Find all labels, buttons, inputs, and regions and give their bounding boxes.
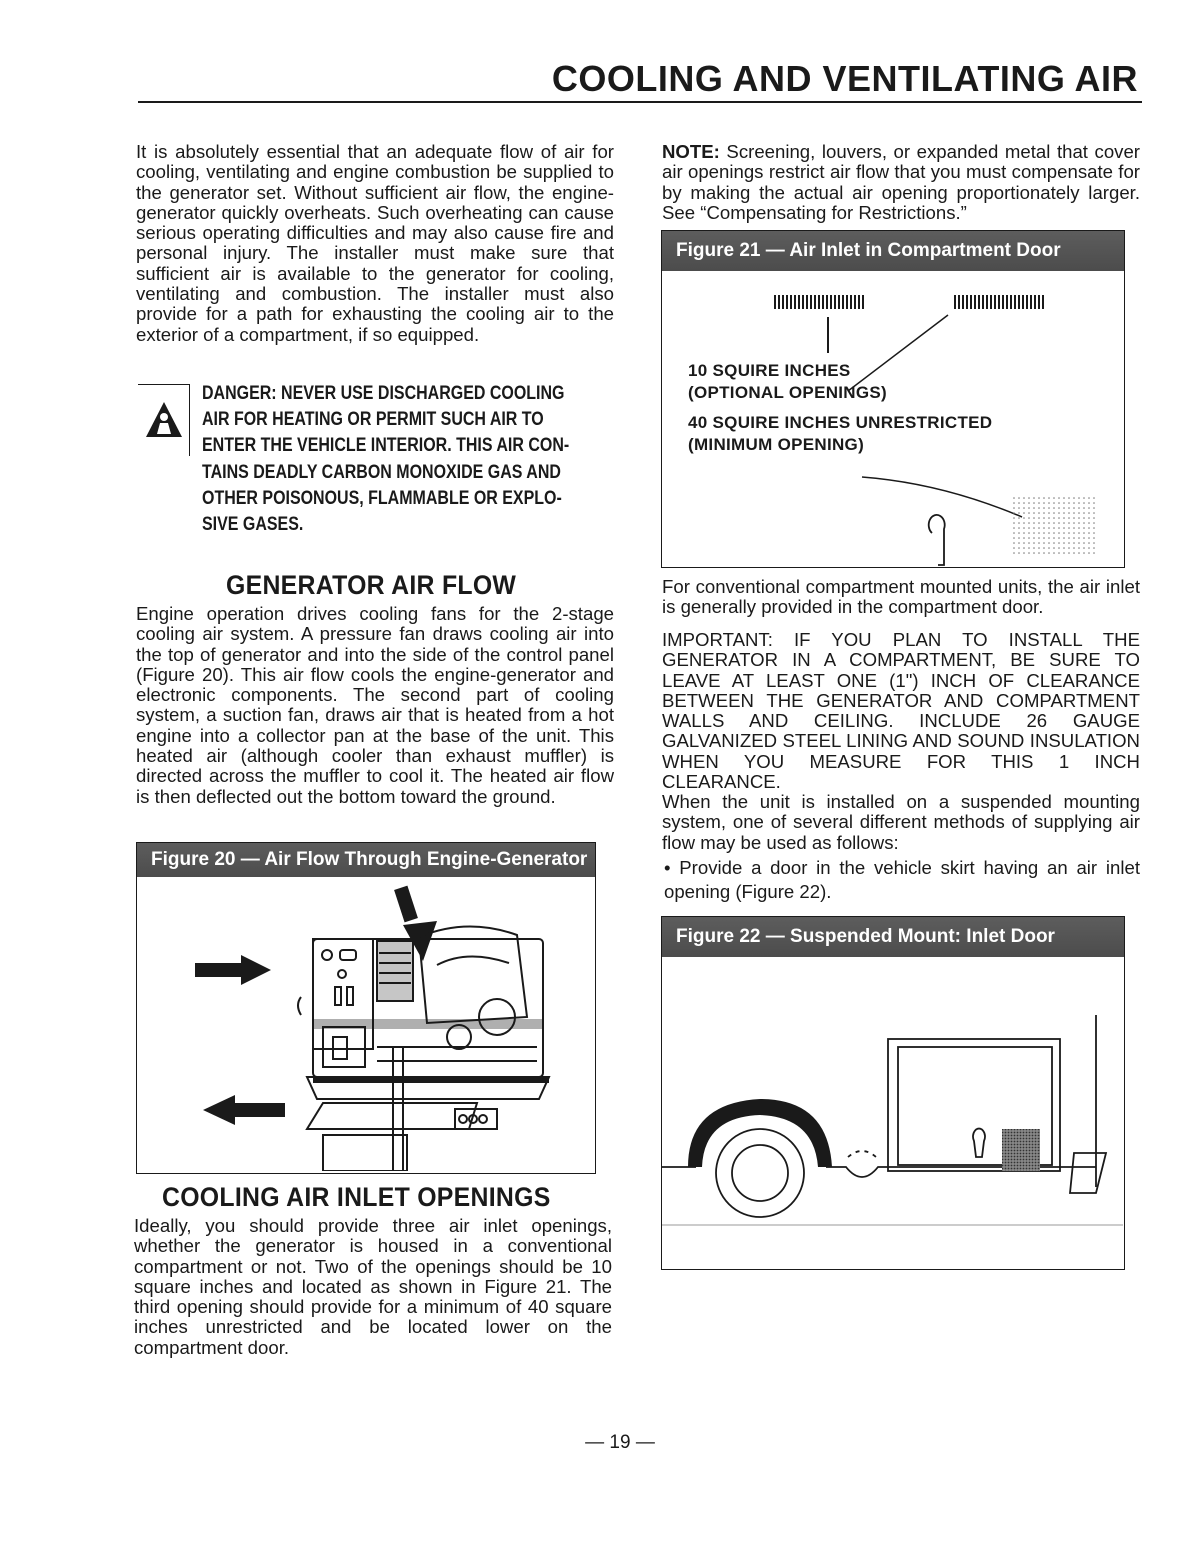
bullet-item — [664, 856, 1140, 904]
generator-air-flow-paragraph: Engine operation drives cooling fans for the 2-stage cooling air system. A pressure fan draws cooling air into the top of generator and into the side of the control panel (Figure 20). This air flow cools the engine-generator and electronic components. The second part of cooling system, a suction fan, draws air that is heated from a hot engine into a collector pan at the base of the unit. This heated air (although cooler than exhaust muffler) is directed across the muffler to cool it. The heated air flow is then deflected out the bottom toward the ground. — [136, 603, 614, 807]
figure-21 — [661, 230, 1125, 568]
danger-line: OTHER POISONOUS, FLAMMABLE OR EXPLO- — [202, 486, 562, 509]
figure-20 — [136, 842, 596, 1174]
wheel-well — [688, 1099, 832, 1167]
figure-21-label: (MINIMUM OPENING) — [688, 435, 865, 454]
conventional-paragraph: For conventional compartment mounted units, the air inlet is generally provided in the compartment door. — [662, 576, 1140, 618]
generator-air-flow-heading: GENERATOR AIR FLOW — [226, 570, 517, 600]
danger-line: SIVE GASES. — [202, 512, 304, 535]
cooling-air-inlet-heading: COOLING AIR INLET OPENINGS — [162, 1182, 551, 1212]
note-label: NOTE: — [662, 141, 720, 162]
bullet-icon: • — [664, 857, 671, 878]
page-number: — 19 — — [585, 1432, 655, 1453]
danger-warning — [202, 380, 622, 537]
air-inlet-arrow-icon — [195, 955, 271, 985]
warning-triangle-icon — [144, 400, 184, 440]
bullet-text: Provide a door in the vehicle skirt having an air inlet opening (Figure 22). — [664, 857, 1140, 902]
danger-line: AIR FOR HEATING OR PERMIT SUCH AIR TO — [202, 408, 544, 431]
note-paragraph — [662, 142, 1140, 223]
note-text: Screening, louvers, or expanded metal that cover air openings restrict air flow that you must compensate for by making the actual air opening proportionately larger. See “Compensating for Restrictions.” — [662, 141, 1140, 223]
intro-paragraph: It is absolutely essential that an adequate flow of air for cooling, ventilating and engine combustion be supplied to the generator set. Without sufficient air flow, the engine-generator quickly overheats. Such overheating can cause serious operating difficulties and may also cause fire and personal injury. The installer must make sure that sufficient air is available to the generator for cooling, ventilating and combustion. The installer must also provide for a path for exhausting the cooling air to the exterior of a compartment, if so equipped. — [136, 141, 614, 345]
figure-22 — [661, 916, 1125, 1270]
figure-21-caption: Figure 21 — Air Inlet in Compartment Door — [662, 231, 1124, 271]
important-paragraph: IMPORTANT: IF YOU PLAN TO INSTALL THE GENERATOR IN A COMPARTMENT, BE SURE TO LEAVE AT LEAST ONE (1") INCH OF CLEARANCE BETWEEN THE GENERATOR AND COMPARTMENT WALLS AND CEILING. INCLUDE 26 GAUGE GALVANIZED STEEL LINING AND SOUND INSULATION WHEN YOU MEASURE FOR THIS 1 INCH CLEARANCE. — [662, 629, 1140, 793]
air-outlet-arrow-icon — [203, 1095, 285, 1125]
danger-line: TAINS DEADLY CARBON MONOXIDE GAS AND — [202, 460, 561, 483]
cooling-air-inlet-paragraph: Ideally, you should provide three air inlet openings, whether the generator is housed in a conventional compartment or not. Two of the openings should be 10 square inches and located as shown in Figure 21. The third opening should provide for a minimum of 40 square inches unrestricted and be located lower on the compartment door. — [134, 1215, 612, 1358]
suspended-mount-illustration — [662, 957, 1123, 1269]
figure-22-caption: Figure 22 — Suspended Mount: Inlet Door — [662, 917, 1124, 957]
optional-opening-left — [772, 295, 864, 309]
door-latch-icon — [929, 515, 945, 565]
page-title: COOLING AND VENTILATING AIR — [551, 58, 1138, 99]
danger-line: DANGER: NEVER USE DISCHARGED COOLING — [202, 382, 565, 404]
figure-20-caption: Figure 20 — Air Flow Through Engine-Generator — [137, 843, 595, 877]
figure-21-label: 10 SQUIRE INCHES — [688, 361, 851, 380]
danger-line: ENTER THE VEHICLE INTERIOR. THIS AIR CON- — [202, 434, 570, 457]
generator-illustration — [137, 877, 594, 1171]
header-rule — [138, 101, 1142, 103]
optional-opening-right — [954, 295, 1046, 309]
minimum-opening — [1012, 495, 1098, 555]
figure-21-label: 40 SQUIRE INCHES UNRESTRICTED — [688, 413, 993, 432]
figure-21-label: (OPTIONAL OPENINGS) — [688, 383, 888, 402]
suspended-paragraph: When the unit is installed on a suspended mounting system, one of several different methods of supplying air flow may be used as follows: — [662, 791, 1140, 853]
inlet-door-vent — [1002, 1129, 1040, 1171]
